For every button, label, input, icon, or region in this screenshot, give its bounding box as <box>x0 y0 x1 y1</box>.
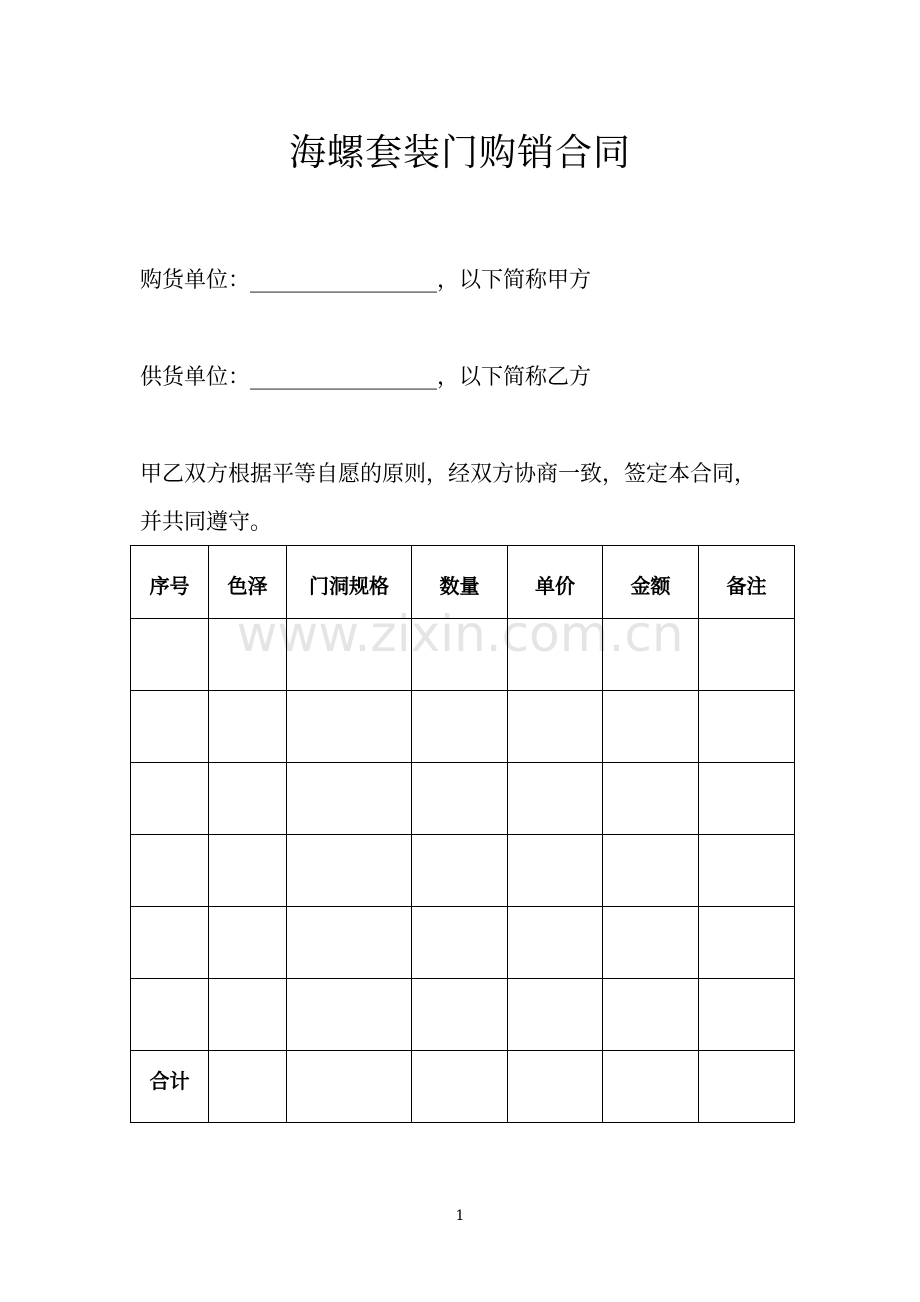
table-cell[interactable] <box>699 979 795 1051</box>
table-cell[interactable] <box>699 1051 795 1123</box>
table-cell[interactable] <box>287 1051 412 1123</box>
buyer-suffix: ，以下简称甲方 <box>437 268 592 293</box>
header-door-size: 门洞规格 <box>287 546 412 619</box>
buyer-label: 购货单位： <box>140 268 251 293</box>
table-header-row <box>131 546 795 619</box>
table-row <box>131 979 795 1051</box>
table-total-row <box>131 1051 795 1123</box>
table-cell[interactable] <box>209 763 287 835</box>
table-cell[interactable] <box>699 835 795 907</box>
table-cell[interactable] <box>412 1051 508 1123</box>
table-cell[interactable] <box>209 835 287 907</box>
table-cell[interactable] <box>508 691 603 763</box>
table-cell[interactable] <box>508 763 603 835</box>
table-cell[interactable] <box>131 763 209 835</box>
table-cell[interactable] <box>508 907 603 979</box>
table-cell[interactable] <box>412 619 508 691</box>
total-label: 合计 <box>131 1051 209 1123</box>
table-cell[interactable] <box>603 1051 699 1123</box>
table-cell[interactable] <box>603 763 699 835</box>
table-cell[interactable] <box>699 907 795 979</box>
table-cell[interactable] <box>603 691 699 763</box>
header-quantity: 数量 <box>412 546 508 619</box>
table-cell[interactable] <box>131 979 209 1051</box>
table-cell[interactable] <box>287 763 412 835</box>
supplier-line <box>140 363 591 393</box>
table-row <box>131 691 795 763</box>
table-cell[interactable] <box>412 979 508 1051</box>
table-cell[interactable] <box>209 619 287 691</box>
table-cell[interactable] <box>603 619 699 691</box>
buyer-line <box>140 266 591 296</box>
table-cell[interactable] <box>508 619 603 691</box>
goods-table <box>130 545 795 1123</box>
clause-line-2: 并共同遵守。 <box>140 510 273 535</box>
header-remarks: 备注 <box>699 546 795 619</box>
header-color: 色泽 <box>209 546 287 619</box>
table-cell[interactable] <box>131 691 209 763</box>
table-cell[interactable] <box>209 979 287 1051</box>
table-cell[interactable] <box>131 619 209 691</box>
header-serial: 序号 <box>131 546 209 619</box>
buyer-blank: _________________ <box>250 268 438 293</box>
table-cell[interactable] <box>508 835 603 907</box>
table-cell[interactable] <box>287 979 412 1051</box>
table-cell[interactable] <box>699 763 795 835</box>
table-cell[interactable] <box>603 979 699 1051</box>
table-cell[interactable] <box>131 907 209 979</box>
table-cell[interactable] <box>287 691 412 763</box>
table-cell[interactable] <box>603 835 699 907</box>
header-amount: 金额 <box>603 546 699 619</box>
table-cell[interactable] <box>699 619 795 691</box>
table-row <box>131 619 795 691</box>
table-row <box>131 907 795 979</box>
clause-line-1: 甲乙双方根据平等自愿的原则，经双方协商一致，签定本合同， <box>140 462 757 487</box>
table-cell[interactable] <box>412 763 508 835</box>
page-number: 1 <box>455 1208 465 1224</box>
supplier-suffix: ，以下简称乙方 <box>437 365 592 390</box>
document-title: 海螺套装门购销合同 <box>289 131 631 174</box>
header-unit-price: 单价 <box>508 546 603 619</box>
table-cell[interactable] <box>209 1051 287 1123</box>
table-cell[interactable] <box>508 979 603 1051</box>
table-cell[interactable] <box>209 691 287 763</box>
supplier-label: 供货单位： <box>140 365 251 390</box>
table-cell[interactable] <box>699 691 795 763</box>
table-cell[interactable] <box>412 835 508 907</box>
table-cell[interactable] <box>603 907 699 979</box>
table-cell[interactable] <box>287 907 412 979</box>
table-cell[interactable] <box>131 835 209 907</box>
supplier-blank: _________________ <box>250 365 438 390</box>
table-cell[interactable] <box>508 1051 603 1123</box>
table-row <box>131 763 795 835</box>
table-row <box>131 835 795 907</box>
table-cell[interactable] <box>412 691 508 763</box>
table-cell[interactable] <box>209 907 287 979</box>
table-cell[interactable] <box>287 835 412 907</box>
table-cell[interactable] <box>412 907 508 979</box>
table-cell[interactable] <box>287 619 412 691</box>
watermark: www.zixin.com.cn <box>236 605 684 663</box>
